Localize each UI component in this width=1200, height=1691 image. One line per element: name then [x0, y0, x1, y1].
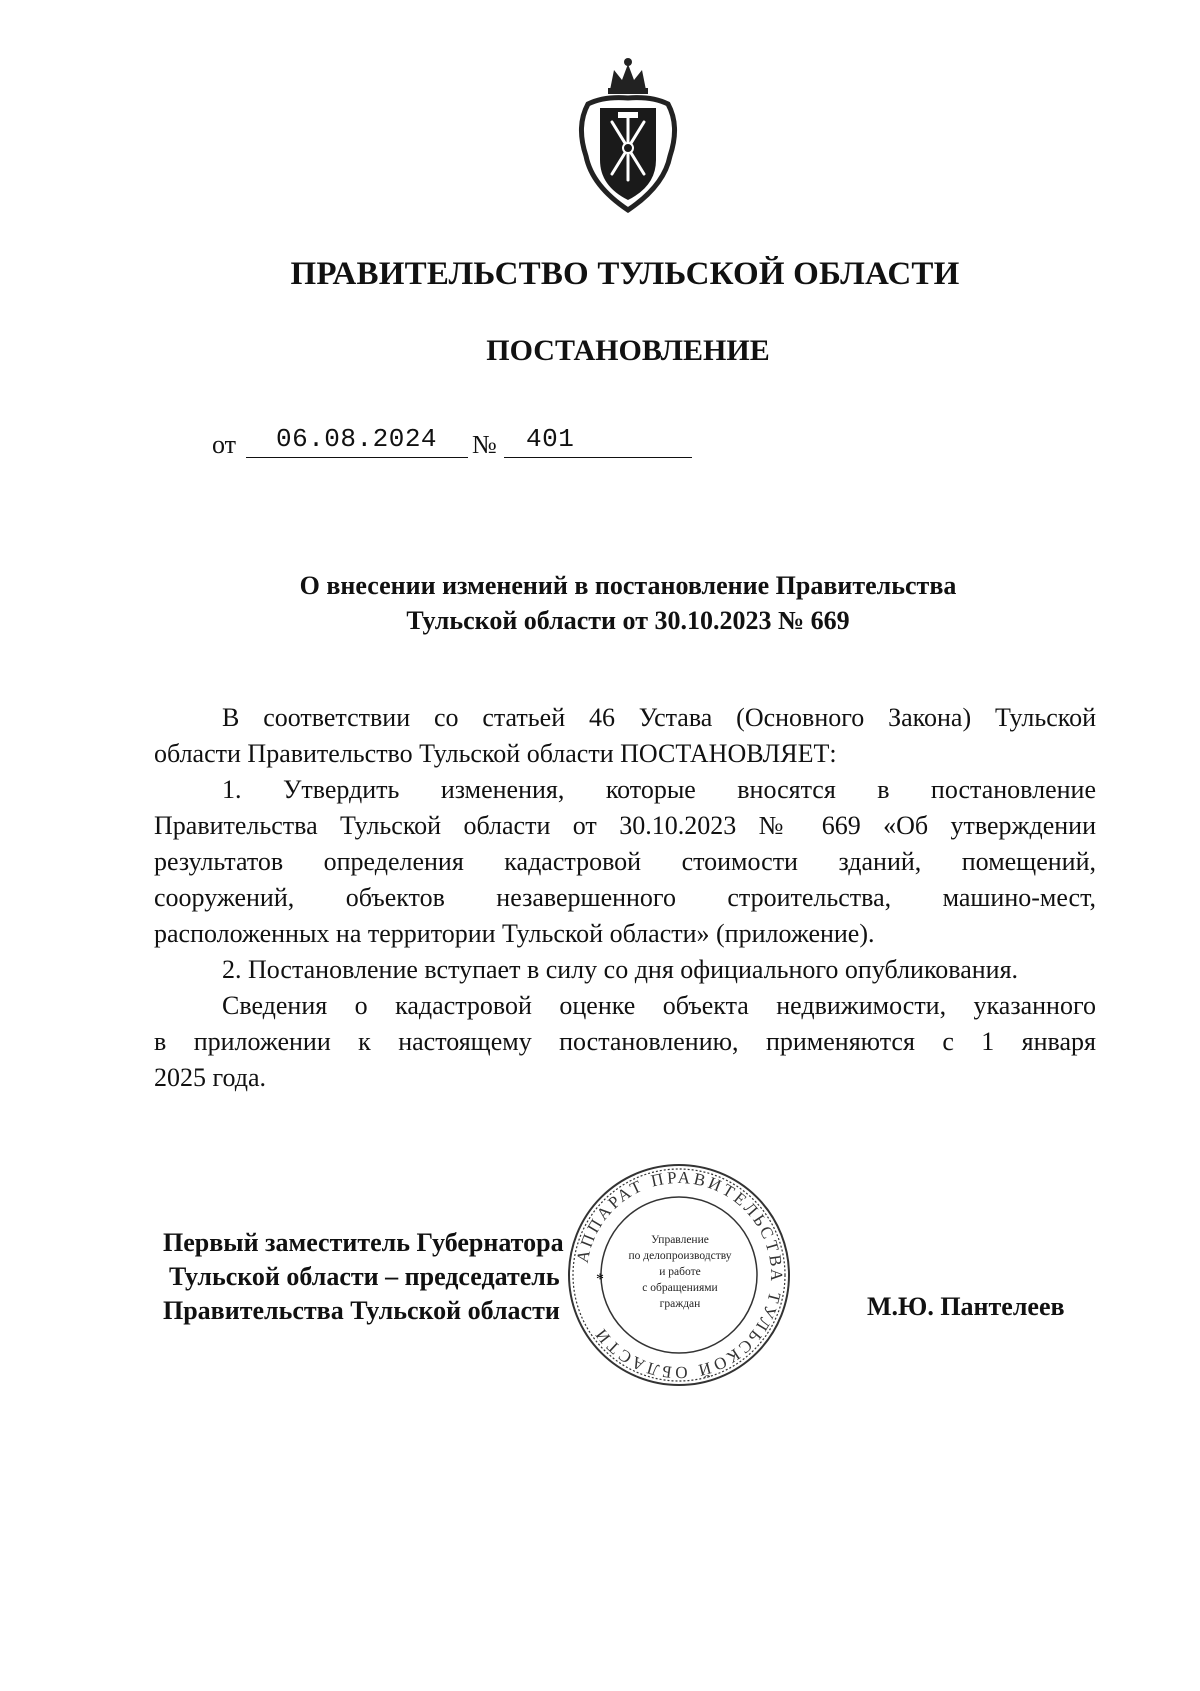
body-line: В соответствии со статьей 46 Устава (Основного Закона) Тульской: [222, 703, 1096, 732]
signatory-position-line: Тульской области – председатель: [169, 1262, 560, 1291]
organization-title: ПРАВИТЕЛЬСТВО ТУЛЬСКОЙ ОБЛАСТИ: [290, 256, 960, 292]
stamp-star-icon: *: [596, 1271, 604, 1288]
stamp-center-line: граждан: [659, 1298, 701, 1310]
body-line: расположенных на территории Тульской области» (приложение).: [154, 919, 875, 948]
body-line: результатов определения кадастровой стоимости зданий, помещений,: [154, 847, 1096, 876]
signatory-position-line: Первый заместитель Губернатора: [163, 1228, 564, 1257]
stamp-center-line: Управление: [651, 1234, 709, 1246]
date-label: от: [212, 430, 237, 459]
date-underline: [246, 457, 468, 458]
body-line: в приложении к настоящему постановлению, применяются с 1 января: [154, 1027, 1096, 1056]
body-line: Правительства Тульской области от 30.10.2023 № 669 «Об утверждении: [154, 811, 1096, 840]
subject-line: О внесении изменений в постановление Правительства: [299, 571, 957, 600]
signatory-position-line: Правительства Тульской области: [163, 1296, 560, 1325]
signatory-name: М.Ю. Пантелеев: [867, 1292, 1065, 1321]
body-line: области Правительство Тульской области ПОСТАНОВЛЯЕТ:: [154, 739, 837, 768]
number-label: №: [472, 430, 497, 459]
stamp-center-line: с обращениями: [642, 1282, 718, 1294]
document-body: [154, 700, 1096, 1096]
signatory-position: [163, 1226, 564, 1328]
document-type: ПОСТАНОВЛЕНИЕ: [486, 334, 770, 367]
body-line: Сведения о кадастровой оценке объекта недвижимости, указанного: [222, 991, 1096, 1020]
coat-of-arms-icon: [572, 56, 684, 216]
body-line: 2025 года.: [154, 1063, 267, 1092]
number-underline: [504, 457, 692, 458]
stamp-center-line: по делопроизводству: [628, 1250, 732, 1262]
document-number: 401: [526, 424, 575, 454]
document-subject: [0, 568, 1200, 638]
date-number-line: [212, 424, 692, 460]
body-line: 2. Постановление вступает в силу со дня официального опубликования.: [222, 955, 1019, 984]
stamp-center-text: [600, 1232, 760, 1312]
stamp-ring-text: АППАРАТ ПРАВИТЕЛЬСТВА ТУЛЬСКОЙ ОБЛАСТИ: [572, 1167, 787, 1383]
stamp-center-line: и работе: [659, 1266, 701, 1278]
document-date: 06.08.2024: [276, 424, 438, 454]
body-line: 1. Утвердить изменения, которые вносятся в постановление: [222, 775, 1096, 804]
subject-line: Тульской области от 30.10.2023 № 669: [406, 606, 850, 635]
body-line: сооружений, объектов незавершенного строительства, машино-мест,: [154, 883, 1096, 912]
